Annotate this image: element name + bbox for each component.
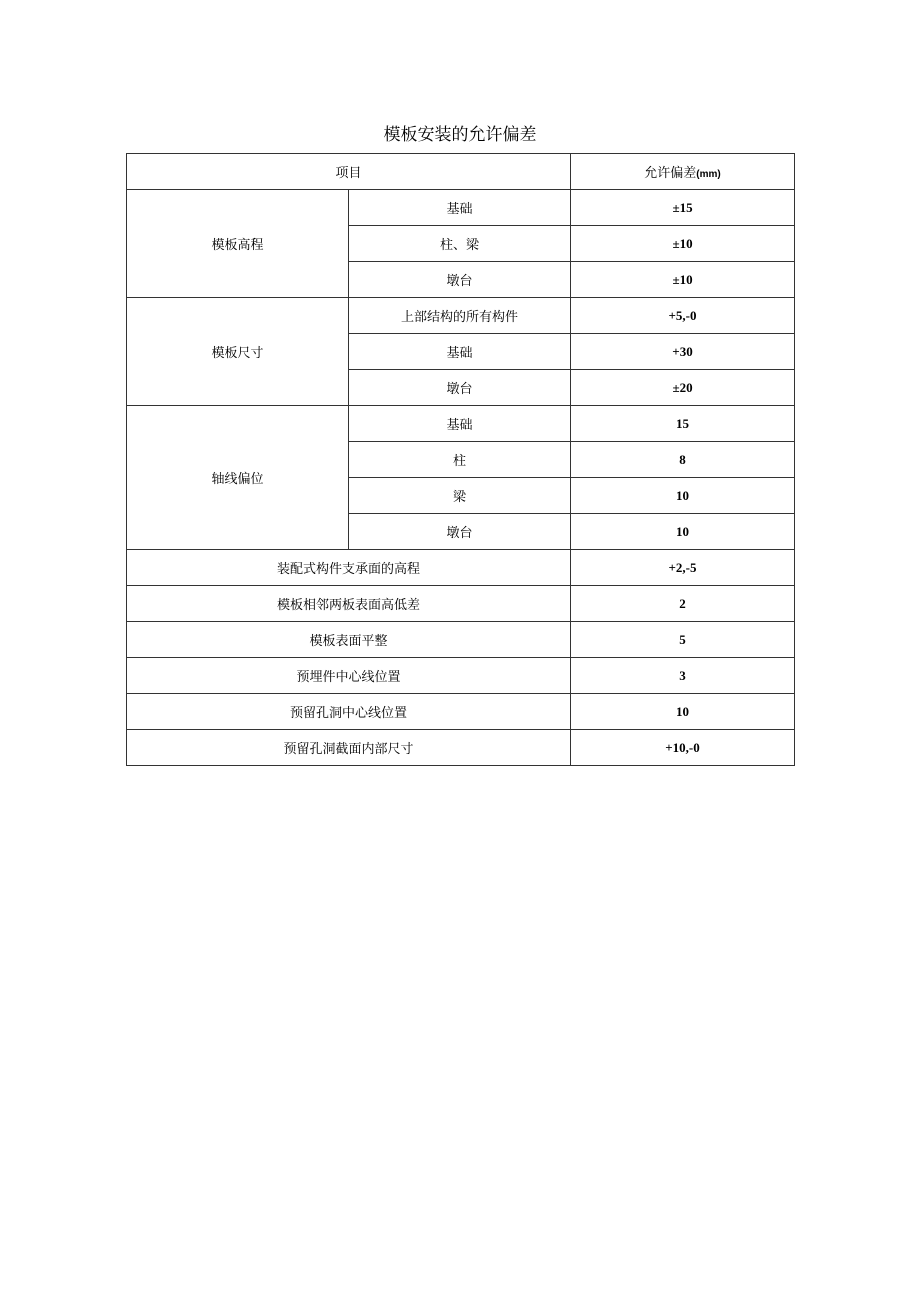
sub-item: 柱、梁	[349, 226, 571, 262]
tolerance-value: 10	[571, 514, 795, 550]
sub-item: 基础	[349, 190, 571, 226]
tolerance-value: 8	[571, 442, 795, 478]
single-item: 装配式构件支承面的高程	[127, 550, 571, 586]
tolerance-value: 5	[571, 622, 795, 658]
sub-item: 柱	[349, 442, 571, 478]
tolerance-value: 15	[571, 406, 795, 442]
table-row	[127, 622, 795, 658]
single-item: 模板表面平整	[127, 622, 571, 658]
header-tolerance	[571, 154, 795, 190]
group-name: 模板高程	[127, 190, 349, 298]
table-row	[127, 730, 795, 766]
table-row	[127, 586, 795, 622]
table-row	[127, 658, 795, 694]
sub-item: 墩台	[349, 370, 571, 406]
table-row	[127, 406, 795, 442]
table-row	[127, 694, 795, 730]
page-title: 模板安装的允许偏差	[383, 125, 537, 145]
sub-item: 基础	[349, 406, 571, 442]
sub-item: 墩台	[349, 262, 571, 298]
single-item: 预留孔洞截面内部尺寸	[127, 730, 571, 766]
single-item: 预留孔洞中心线位置	[127, 694, 571, 730]
tolerance-value: +10,-0	[571, 730, 795, 766]
single-item: 预埋件中心线位置	[127, 658, 571, 694]
tolerance-value: 10	[571, 694, 795, 730]
tolerance-value: 3	[571, 658, 795, 694]
tolerance-value: 2	[571, 586, 795, 622]
table-header-row	[127, 154, 795, 190]
tolerance-value: ±10	[571, 262, 795, 298]
tolerance-value: +30	[571, 334, 795, 370]
group-name: 模板尺寸	[127, 298, 349, 406]
sub-item: 梁	[349, 478, 571, 514]
table-row	[127, 550, 795, 586]
sub-item: 上部结构的所有构件	[349, 298, 571, 334]
tolerance-table	[126, 153, 795, 766]
group-name: 轴线偏位	[127, 406, 349, 550]
tolerance-value: 10	[571, 478, 795, 514]
header-item: 项目	[127, 154, 571, 190]
table-row	[127, 298, 795, 334]
sub-item: 基础	[349, 334, 571, 370]
header-tolerance-unit: (mm)	[696, 169, 721, 180]
tolerance-value: +2,-5	[571, 550, 795, 586]
tolerance-value: ±10	[571, 226, 795, 262]
tolerance-value: ±15	[571, 190, 795, 226]
sub-item: 墩台	[349, 514, 571, 550]
single-item: 模板相邻两板表面高低差	[127, 586, 571, 622]
tolerance-value: ±20	[571, 370, 795, 406]
tolerance-value: +5,-0	[571, 298, 795, 334]
table-row	[127, 190, 795, 226]
header-tolerance-label: 允许偏差	[644, 166, 697, 181]
